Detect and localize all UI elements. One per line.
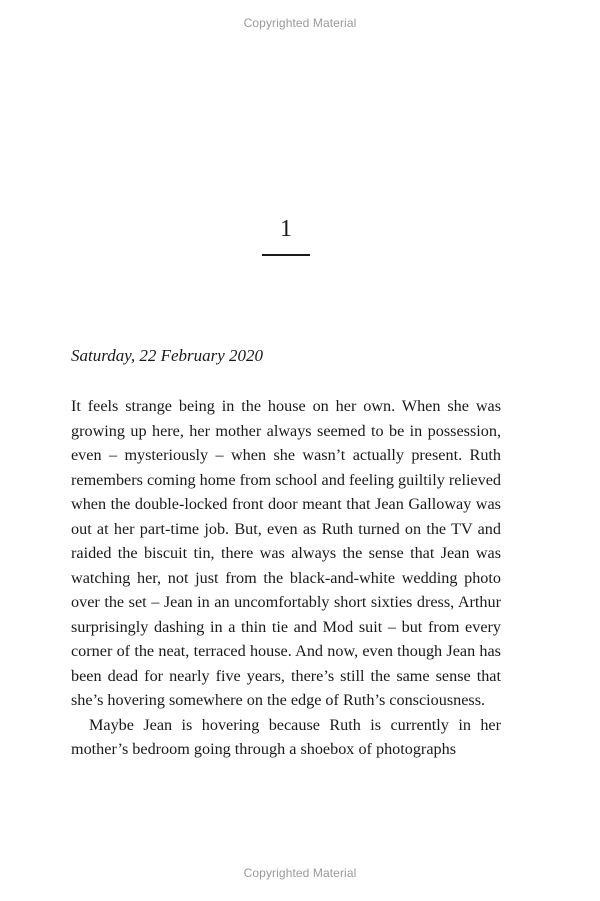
paragraph-2: Maybe Jean is hovering because Ruth is currently in her mother’s bedroom going through a shoebox of photographs — [71, 715, 501, 758]
body-text — [71, 394, 501, 762]
copyright-watermark-bottom: Copyrighted Material — [243, 866, 357, 880]
copyright-watermark-top: Copyrighted Material — [243, 16, 357, 30]
paragraph-1: It feels strange being in the house on her own. When she was growing up here, her mother always seemed to be in possession, even – mysteriously – when she wasn’t actually present. Ruth remembers coming home from school and feeling guiltily relieved when the double-locked front door meant that Jean Galloway was out at her part-time job. But, even as Ruth turned on the TV and raided the biscuit tin, there was always the sense that Jean was watching her, not just from the black-and-white wedding photo over the set – Jean in an uncomfortably short sixties dress, Arthur surprisingly dashing in a thin tie and Mod suit – but from every corner of the neat, terraced house. And now, even though Jean has been dead for nearly five years, there’s still the same sense that she’s hovering somewhere on the edge of Ruth’s consciousness. — [71, 397, 501, 709]
chapter-number: 1 — [280, 216, 292, 242]
chapter-date: Saturday, 22 February 2020 — [71, 346, 264, 365]
chapter-divider — [262, 254, 310, 256]
